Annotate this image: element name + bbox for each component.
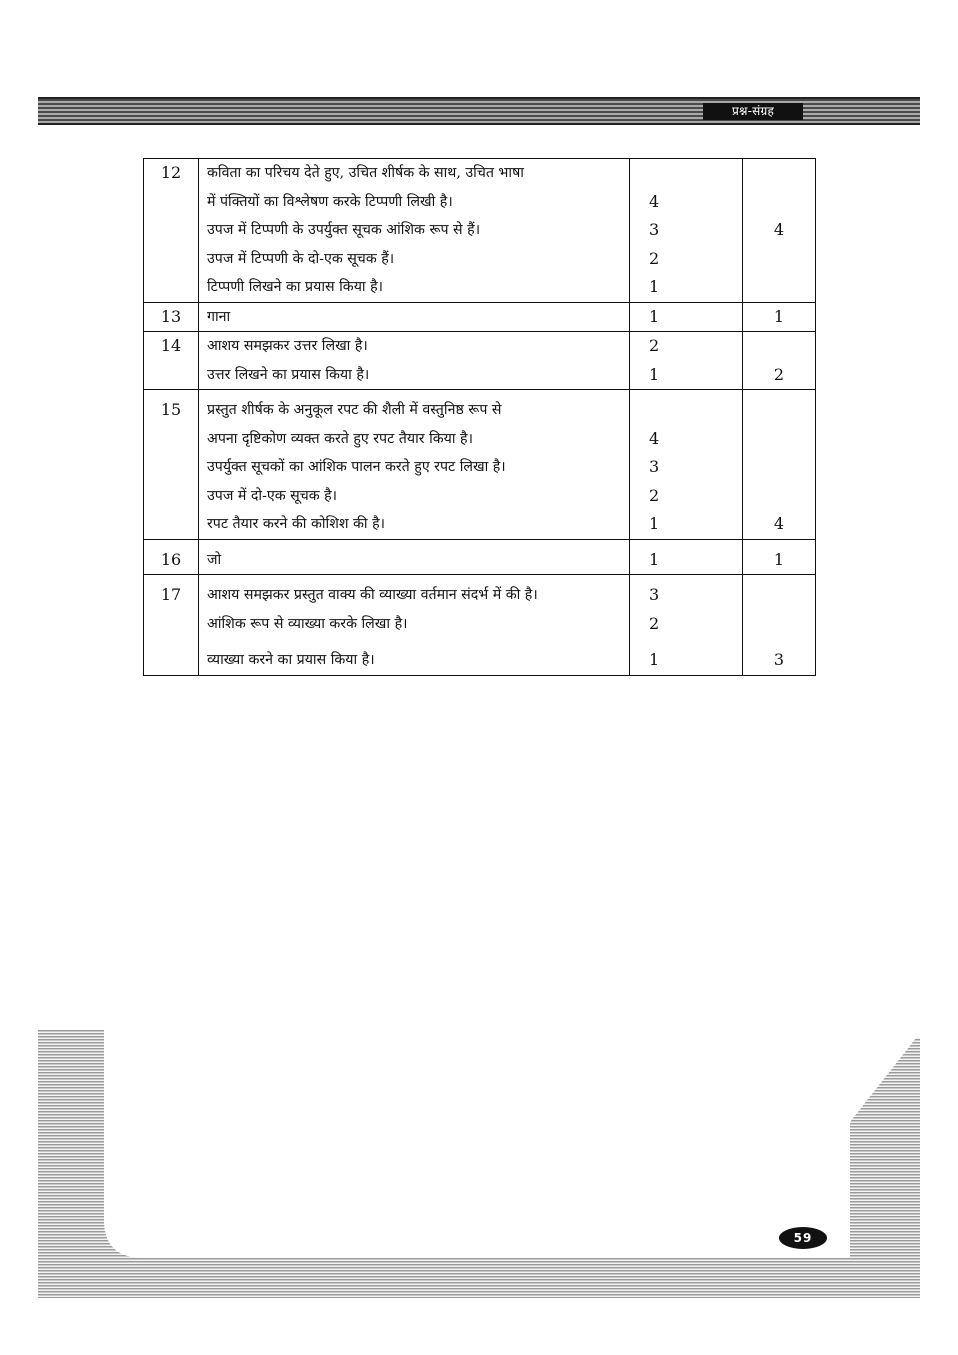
question-number-cell [144,332,199,390]
question-number: 14 [160,336,182,355]
criteria-line: कविता का परिचय देते हुए, उचित शीर्षक के साथ, उचित भाषा [207,165,524,181]
criteria-line: आशय समझकर उत्तर लिखा है। [207,338,368,354]
mark-value: 4 [649,428,660,448]
mark-value [630,159,742,188]
criteria-line: जो [207,551,222,568]
table-row [144,575,816,676]
mark-value: 1 [649,514,660,533]
table-row [144,390,816,540]
total-value: 1 [773,549,785,569]
table-row [144,159,816,303]
table-row [144,332,816,390]
mark-value: 3 [649,585,660,604]
mark-value: 1 [649,364,660,384]
total-value: 2 [773,364,785,384]
criteria-line: उपज में टिप्पणी के उपर्युक्त सूचक आंशिक रूप से हैं। [207,222,481,238]
table-row [144,302,816,332]
total-value: 1 [773,306,785,326]
criteria-cell [199,332,630,390]
marks-cell [630,159,743,303]
mark-value: 2 [649,485,660,505]
criteria-line: उपज में दो-एक सूचक है। [207,487,338,504]
question-number: 17 [160,585,182,604]
total-value [743,581,815,610]
total-cell [743,539,816,575]
criteria-cell [199,539,630,575]
mark-value: 2 [649,248,660,268]
mark-value: 3 [649,220,660,239]
criteria-line: उपर्युक्त सूचकों का आंशिक पालन करते हुए रपट लिखा है। [207,459,506,475]
total-value [743,425,815,454]
marks-cell [630,575,743,676]
total-cell [743,332,816,390]
question-number-cell [144,390,199,540]
footer-decoration [38,1030,920,1302]
total-value: 3 [773,650,785,669]
marks-cell [630,390,743,540]
page-number: 59 [779,1227,827,1249]
total-cell [743,159,816,303]
criteria-line: व्याख्या करने का प्रयास किया है। [207,652,375,668]
total-value [743,188,815,217]
mark-value: 1 [649,650,660,669]
mark-value [630,396,742,425]
total-value [743,245,815,274]
criteria-line: टिप्पणी लिखने का प्रयास किया है। [207,279,384,295]
mark-value: 1 [649,549,660,569]
total-value: 4 [773,514,785,533]
header-bottom-rule [38,123,920,125]
question-number-cell [144,159,199,303]
mark-value: 4 [649,191,660,211]
total-value [743,159,815,188]
total-value [743,610,815,639]
mark-value: 2 [649,613,660,633]
total-cell [743,390,816,540]
criteria-cell [199,302,630,332]
question-number-cell [144,575,199,676]
criteria-line: आंशिक रूप से व्याख्या करके लिखा है। [207,615,408,632]
mark-value: 1 [649,306,660,326]
total-value [743,332,815,361]
total-value [743,453,815,482]
criteria-cell [199,159,630,303]
marks-cell [630,539,743,575]
mark-value: 2 [649,336,660,355]
total-value [743,273,815,302]
criteria-line: अपना दृष्टिकोण व्यक्त करते हुए रपट तैयार किया है। [207,430,473,447]
criteria-line: रपट तैयार करने की कोशिश की है। [207,516,386,532]
criteria-line: गाना [207,308,231,325]
marks-cell [630,332,743,390]
scoring-table [143,158,816,676]
total-cell [743,575,816,676]
question-number: 12 [160,163,182,182]
question-number: 13 [160,306,182,326]
question-number: 15 [160,400,182,419]
criteria-cell [199,390,630,540]
header-top-rule [38,97,920,99]
marks-cell [630,302,743,332]
criteria-line: में पंक्तियों का विश्लेषण करके टिप्पणी लिखी है। [207,193,453,210]
total-value [743,396,815,425]
total-value [743,482,815,511]
criteria-line: आशय समझकर प्रस्तुत वाक्य की व्याख्या वर्तमान संदर्भ में की है। [207,587,538,603]
mark-value: 3 [649,457,660,476]
table-row [144,539,816,575]
criteria-line: उपज में टिप्पणी के दो-एक सूचक हैं। [207,250,395,267]
criteria-line: प्रस्तुत शीर्षक के अनुकूल रपट की शैली में वस्तुनिष्ठ रूप से [207,402,502,418]
criteria-line: उत्तर लिखने का प्रयास किया है। [207,366,370,383]
question-number-cell [144,539,199,575]
question-number: 16 [160,549,182,569]
question-number-cell [144,302,199,332]
section-title: प्रश्न-संग्रह [703,103,803,120]
total-cell [743,302,816,332]
total-value: 4 [773,220,785,239]
criteria-cell [199,575,630,676]
mark-value: 1 [649,277,660,296]
